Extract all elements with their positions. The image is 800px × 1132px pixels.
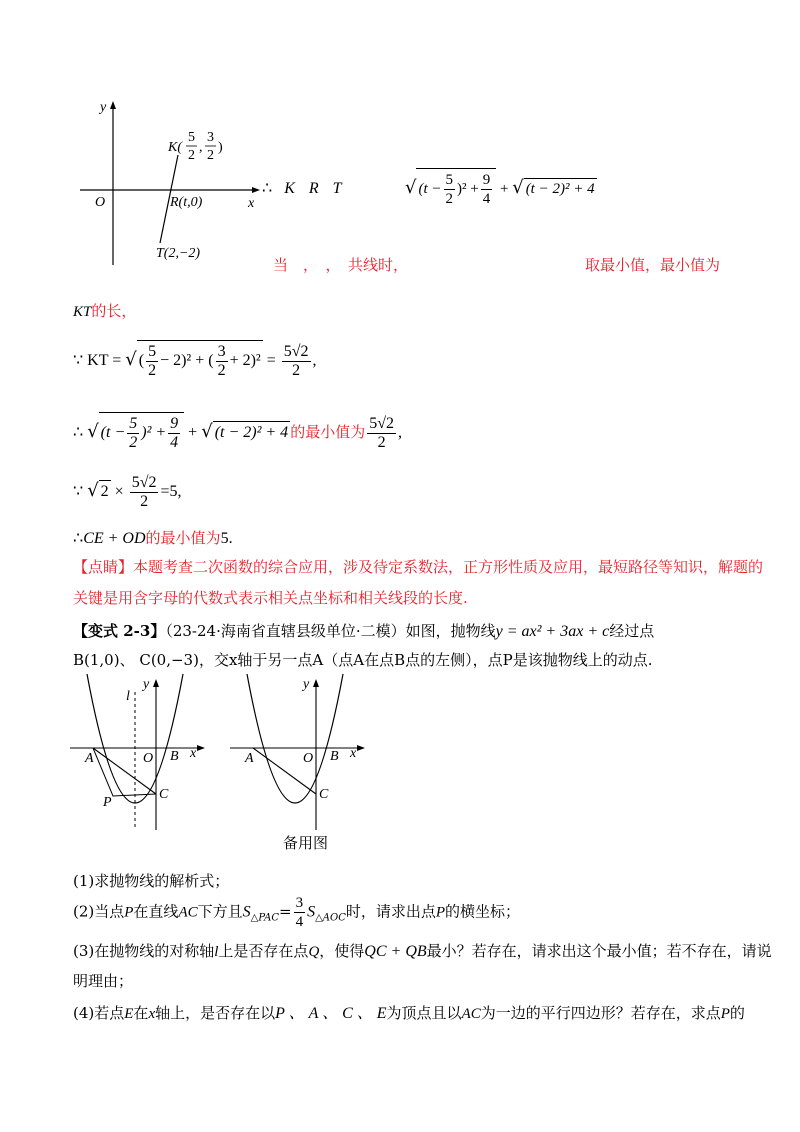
question-2 xyxy=(73,894,520,931)
label-c: C xyxy=(319,787,329,802)
k-y-den: 2 xyxy=(207,148,214,163)
frac-den: 2 xyxy=(445,191,454,207)
q2-ac: AC xyxy=(178,904,198,921)
variant-line-1 xyxy=(73,620,654,641)
sqrt-2: 2 xyxy=(99,480,111,501)
ce-expr: CE + OD xyxy=(83,530,146,547)
distance-sum-expression xyxy=(405,168,597,208)
tail: , xyxy=(397,424,402,442)
bd: 4 xyxy=(170,434,179,451)
k-comma: , xyxy=(199,140,203,155)
eq-5: =5, xyxy=(160,483,182,501)
q4-c: 轴上，是否存在以 xyxy=(155,1004,276,1022)
parabola xyxy=(247,674,343,803)
parabola-equation: y = ax² + 3ax + c xyxy=(495,623,610,640)
label-b: B xyxy=(330,749,339,764)
ce-od-conclusion xyxy=(73,527,233,548)
top-expression xyxy=(262,178,342,198)
q4-e: E xyxy=(124,1006,134,1022)
comment-line-2: 关键是用含字母的代数式表示相关点坐标和相关线段的长度. xyxy=(73,589,468,607)
label-a: A xyxy=(85,751,94,766)
tail: , xyxy=(312,352,317,370)
f1d: 2 xyxy=(148,362,157,379)
q2-c: 下方且 xyxy=(197,902,243,921)
sqrt-sign: √ xyxy=(405,176,417,198)
q2-d: 时，请求出点 xyxy=(345,902,436,921)
sqrt-sign: √ xyxy=(125,349,137,371)
f2d: 2 xyxy=(217,362,226,379)
expr-part3: (t − 2)² + 4 xyxy=(524,178,597,198)
comment-line-1 xyxy=(73,556,763,577)
k-prefix: K( xyxy=(168,140,182,155)
sqrt-sign: √ xyxy=(87,421,99,443)
q2-s2: S xyxy=(307,903,316,921)
q3-d: 最小？若存在，请求出这个最小值；若不存在，请说 xyxy=(426,942,772,960)
res-d: 2 xyxy=(377,434,386,451)
variant-text-1: 如图，抛物线 xyxy=(405,622,496,640)
collinear-note-left: 当 ， ， 共线时， xyxy=(273,256,409,274)
ce-val: 5. xyxy=(220,530,233,547)
label-l: l xyxy=(126,689,130,704)
x-axis-arrow xyxy=(357,745,365,751)
y-axis-arrow xyxy=(153,679,159,687)
comment-text-1: 本题考查二次函数的综合应用，涉及待定系数法，正方形性质及应用，最短路径等知识，解题的 xyxy=(133,558,764,576)
x-axis-label: x xyxy=(248,196,255,211)
therefore-symbol: ∴ xyxy=(262,180,273,197)
q3-q: Q xyxy=(308,944,320,960)
res-n: 5√2 xyxy=(283,343,309,360)
kt-length-line xyxy=(73,300,136,321)
min-sqrt-1 xyxy=(99,412,185,452)
q3-l: l xyxy=(214,944,219,960)
variant-text-2: 经过点 xyxy=(609,622,655,640)
q2-a: (2)当点 xyxy=(73,902,125,921)
y-axis-arrow xyxy=(110,101,116,109)
q2-p: P xyxy=(124,904,134,921)
comment-tag: 【点睛】 xyxy=(73,558,134,576)
res-d: 2 xyxy=(292,362,301,379)
x-axis-arrow xyxy=(252,187,260,193)
label-c: C xyxy=(159,787,169,802)
ce-prefix: ∴ xyxy=(73,530,84,547)
q4-e2: 为一边的平行四边形？若存在，求点 xyxy=(480,1004,721,1022)
f2n: 3 xyxy=(217,343,226,360)
point-k-label xyxy=(167,130,223,163)
q4-ac: AC xyxy=(461,1006,481,1022)
label-p: P xyxy=(103,795,112,810)
sqrt-sign-2: √ xyxy=(512,176,524,198)
expr-part1: (t − xyxy=(418,180,442,197)
k-x-den: 2 xyxy=(188,148,195,163)
y-axis-label: y xyxy=(100,100,107,115)
q4-x: x xyxy=(148,1006,156,1022)
frac-num: 5 xyxy=(445,172,454,188)
variant-source: （23-24·海南省直辖县级单位·二模） xyxy=(165,622,406,640)
label-x: x xyxy=(350,746,357,761)
plus: + xyxy=(188,424,198,442)
q2-e: 的横坐标； xyxy=(445,902,521,921)
ad: 2 xyxy=(129,434,138,451)
k-close: ) xyxy=(218,140,223,155)
x-axis-arrow xyxy=(197,745,205,751)
q4-pts: P 、 A 、 C 、 E xyxy=(275,1005,387,1022)
label-o: O xyxy=(143,751,154,766)
sqrt-sign: √ xyxy=(87,480,99,502)
question-4 xyxy=(73,1000,745,1023)
label-x: x xyxy=(190,746,197,761)
product-equation xyxy=(73,474,182,511)
q4-a: (4)若点 xyxy=(73,1004,125,1022)
q2-b: 在直线 xyxy=(133,902,179,921)
ce-text: 的最小值为 xyxy=(145,529,221,547)
min-sqrt-2: (t − 2)² + 4 xyxy=(213,421,291,442)
an: 5 xyxy=(129,415,138,432)
point-r-label: R(t,0) xyxy=(170,195,203,210)
paren: ( xyxy=(138,352,145,370)
min-prefix: ∴ xyxy=(73,424,84,442)
label-y: y xyxy=(303,677,310,692)
mid1: − 2)² + ( xyxy=(160,352,214,370)
question-1: (1)求抛物线的解析式； xyxy=(73,872,230,890)
graph-left xyxy=(65,672,215,834)
a1: (t − xyxy=(100,424,126,442)
frac2-num: 9 xyxy=(482,172,491,188)
label-b: B xyxy=(170,749,179,764)
a2: )² + xyxy=(141,424,167,442)
question-3-line-2: 明理由； xyxy=(73,972,134,990)
question-3-line-1 xyxy=(73,940,772,961)
q2-p2: P xyxy=(435,904,446,921)
min-text: 的最小值为 xyxy=(290,423,366,442)
times: × xyxy=(114,483,124,501)
q4-b: 在 xyxy=(133,1004,149,1022)
sqrt-body-1 xyxy=(416,168,496,208)
y-axis-arrow xyxy=(313,679,319,687)
kt-equation xyxy=(73,340,317,380)
res-n: 5√2 xyxy=(131,474,157,491)
plus-sign: + xyxy=(499,180,509,197)
label-a: A xyxy=(245,751,254,766)
eq: = xyxy=(266,352,276,370)
q3-a: (3)在抛物线的对称轴 xyxy=(73,942,215,960)
f1n: 5 xyxy=(148,343,157,360)
q4-d: 为顶点且以 xyxy=(386,1004,462,1022)
q3-c: ，使得 xyxy=(319,942,365,960)
bn: 9 xyxy=(170,415,179,432)
graph-caption: 备用图 xyxy=(283,834,329,852)
q2-s1-sub: △PAC xyxy=(250,912,279,924)
q2-fn: 3 xyxy=(295,895,304,911)
figure-krt xyxy=(70,95,273,270)
sqrt-sign-2: √ xyxy=(201,421,213,443)
res-n: 5√2 xyxy=(369,415,394,432)
res-d: 2 xyxy=(140,493,149,510)
kt-length-text: 的长， xyxy=(91,302,137,320)
q3-expr: QC + QB xyxy=(364,943,427,960)
q2-s2-sub: △AOC xyxy=(315,912,346,924)
minimum-equation xyxy=(73,412,402,452)
kt-eq-prefix: ∵ KT = xyxy=(73,352,122,370)
q2-fd: 4 xyxy=(295,914,304,930)
prod-prefix: ∵ xyxy=(73,483,84,501)
mid2: + 2)² xyxy=(229,352,261,370)
k-x-num: 5 xyxy=(188,130,195,145)
kt-sqrt-body xyxy=(137,340,263,380)
variant-tag: 【变式 2-3】 xyxy=(73,622,166,640)
label-y: y xyxy=(143,677,150,692)
kt-label: KT xyxy=(73,304,92,320)
variant-line-2: B(1,0)、 C(0,−3)，交x轴于另一点A（点A在点B点的左侧），点P是该抛物线上的动点. xyxy=(73,651,653,669)
graph-right xyxy=(225,672,375,834)
axes xyxy=(80,105,255,265)
q2-eq: = xyxy=(279,902,292,921)
frac2-den: 4 xyxy=(482,191,491,207)
label-o: O xyxy=(303,751,314,766)
points-krt: K R T xyxy=(284,180,342,197)
point-t-label: T(2,−2) xyxy=(156,246,201,261)
k-y-num: 3 xyxy=(207,130,214,145)
expr-part2: )² + xyxy=(457,180,479,197)
collinear-note-right: 取最小值，最小值为 xyxy=(585,256,721,274)
origin-label: O xyxy=(95,195,106,210)
q2-s1: S xyxy=(242,903,251,921)
q3-b: 上是否存在点 xyxy=(218,942,309,960)
q4-f: 的 xyxy=(729,1004,745,1022)
q4-p: P xyxy=(720,1006,730,1022)
